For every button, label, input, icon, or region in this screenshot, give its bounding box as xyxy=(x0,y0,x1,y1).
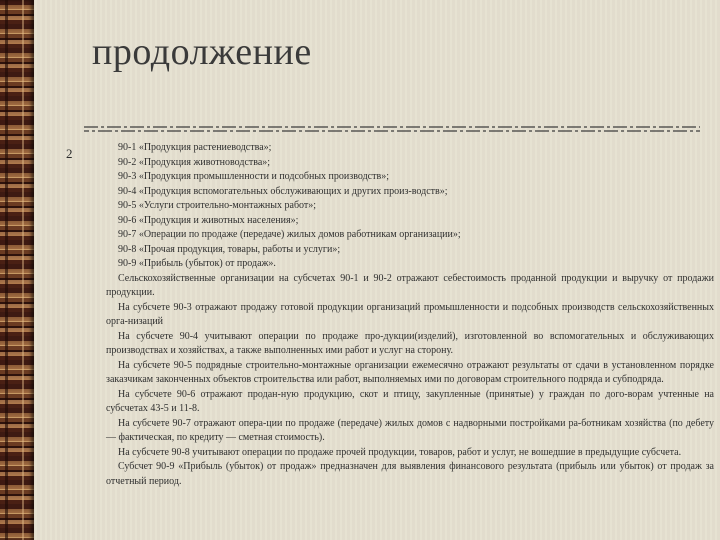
content-block xyxy=(106,141,714,489)
border-stripe xyxy=(5,0,8,540)
subaccount-item: 90-1 «Продукция растениеводства»; xyxy=(118,142,272,153)
paragraph: На субсчете 90-6 отражают продан-ную продукцию, скот и птицу, закупленные (принятые) у граждан по дого-ворам учтенные на субсчетах 43-5 и 11-8. xyxy=(106,388,714,414)
paragraph: На субсчете 90-4 учитывают операции по продаже про-дукции(изделий), изготовленной во вспомогательных и обслуживающих производствах и хозяйствах, а также выполненных ими работ и услуг на сторону. xyxy=(106,330,714,356)
paragraph: На субсчете 90-5 подрядные строительно-монтажные организации ежемесячно отражают результаты от сдачи в установленном порядке заказчикам законченных объектов строительства или работ, выполняемых ими по договорам строительного подряда и субподряда. xyxy=(106,359,714,385)
paragraph: Сельскохозяйственные организации на субсчетах 90-1 и 90-2 отражают себестоимость проданной продукции и выручку от продажи продукции. xyxy=(106,272,714,298)
subaccount-item: 90-2 «Продукция животноводства»; xyxy=(118,156,271,168)
subaccount-item: 90-7 «Операции по продаже (передаче) жилых домов работникам организации»; xyxy=(118,229,461,240)
subaccount-item: 90-5 «Услуги строительно-монтажных работ»; xyxy=(118,200,317,211)
subaccount-item: 90-9 «Прибыль (убыток) от продаж». xyxy=(118,258,276,269)
dashed-divider xyxy=(84,124,700,134)
paragraph: На субсчете 90-7 отражают опера-ции по продаже (передаче) жилых домов с надворными постройками ра-ботникам хозяйства (по дебету — фактическая, по кредиту — сметная стоимость). xyxy=(106,417,714,443)
slide-title: продолжение xyxy=(92,31,312,73)
subaccount-item: 90-8 «Прочая продукция, товары, работы и услуги»; xyxy=(118,243,341,255)
subaccount-item: 90-3 «Продукция промышленности и подсобных производств»; xyxy=(118,171,389,182)
paragraph: На субсчете 90-8 учитывают операции по продаже прочей продукции, товаров, работ и услуг, не вошедшие в предыдущие субсчета. xyxy=(118,446,682,458)
row-number: 2 xyxy=(66,146,73,161)
paragraph: На субсчете 90-3 отражают продажу готовой продукции организаций промышленности и подсобных производств сельскохозяйственных орга-низаций xyxy=(106,301,714,327)
decorative-left-border xyxy=(0,0,34,540)
subaccount-item: 90-4 «Продукция вспомогательных обслуживающих и других произ-водств»; xyxy=(118,185,448,197)
border-highlight xyxy=(22,0,24,540)
paragraph: Субсчет 90-9 «Прибыль (убыток) от продаж» предназначен для выявления финансового результата (прибыль или убыток) от продаж за отчетный период. xyxy=(106,461,714,487)
subaccount-item: 90-6 «Продукция и животных населения»; xyxy=(118,214,299,226)
